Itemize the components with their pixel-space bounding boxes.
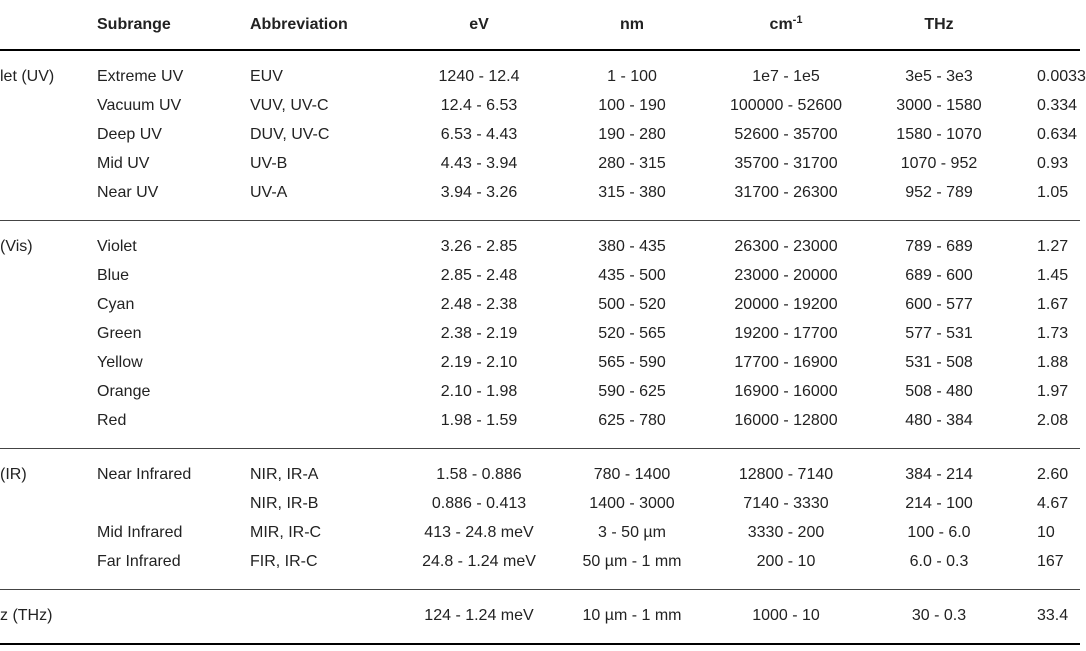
cell-subrange: Orange [97, 383, 151, 400]
cell-wavenumber: 200 - 10 [756, 553, 816, 570]
cell-ev: 1240 - 12.4 [438, 68, 520, 85]
cell-nm: 190 - 280 [598, 126, 666, 143]
cell-extra: 2.60 [1037, 466, 1069, 483]
group-separator [0, 448, 1080, 449]
cell-abbreviation: NIR, IR-A [250, 466, 319, 483]
cell-abbreviation: VUV, UV-C [250, 97, 329, 114]
cell-thz: 952 - 789 [905, 184, 973, 201]
cell-wavenumber: 3330 - 200 [747, 524, 825, 541]
cell-ev: 2.85 - 2.48 [440, 267, 518, 284]
cell-thz: 6.0 - 0.3 [909, 553, 969, 570]
cell-subrange: Yellow [97, 354, 143, 371]
cell-ev: 12.4 - 6.53 [440, 97, 518, 114]
cell-thz: 531 - 508 [905, 354, 973, 371]
cell-nm: 435 - 500 [598, 267, 666, 284]
cell-ev: 124 - 1.24 meV [424, 607, 534, 624]
cell-nm: 10 µm - 1 mm [582, 607, 682, 624]
cell-subrange: Mid UV [97, 155, 150, 172]
cell-wavenumber: 19200 - 17700 [734, 325, 838, 342]
cell-ev: 2.10 - 1.98 [440, 383, 518, 400]
header-wavenumber-exponent: -1 [792, 14, 803, 26]
cell-nm: 280 - 315 [598, 155, 666, 172]
cell-extra: 1.97 [1037, 383, 1069, 400]
cell-nm: 100 - 190 [598, 97, 666, 114]
cell-wavenumber: 26300 - 23000 [734, 238, 838, 255]
cell-extra: 1.45 [1037, 267, 1069, 284]
cell-extra: 2.08 [1037, 412, 1069, 429]
bottom-rule [0, 643, 1080, 645]
cell-ev: 1.58 - 0.886 [436, 466, 522, 483]
cell-subrange: Cyan [97, 296, 135, 313]
cell-ev: 3.94 - 3.26 [440, 184, 518, 201]
cell-subrange: Violet [97, 238, 137, 255]
cell-extra: 0.0033 [1037, 68, 1086, 85]
cell-subrange: Near Infrared [97, 466, 192, 483]
cell-nm: 50 µm - 1 mm [582, 553, 682, 570]
cell-subrange: Red [97, 412, 127, 429]
cell-extra: 1.73 [1037, 325, 1069, 342]
cell-thz: 1580 - 1070 [896, 126, 982, 143]
cell-nm: 625 - 780 [598, 412, 666, 429]
cell-wavenumber: 100000 - 52600 [729, 97, 843, 114]
cell-ev: 3.26 - 2.85 [440, 238, 518, 255]
cell-subrange: Blue [97, 267, 130, 284]
cell-abbreviation: FIR, IR-C [250, 553, 318, 570]
group-label: z (THz) [0, 607, 53, 624]
cell-thz: 3e5 - 3e3 [905, 68, 973, 85]
cell-extra: 4.67 [1037, 495, 1069, 512]
group-label: (Vis) [0, 238, 33, 255]
cell-thz: 689 - 600 [905, 267, 973, 284]
cell-subrange: Far Infrared [97, 553, 181, 570]
cell-subrange: Near UV [97, 184, 159, 201]
cell-wavenumber: 1e7 - 1e5 [752, 68, 820, 85]
cell-thz: 789 - 689 [905, 238, 973, 255]
cell-thz: 508 - 480 [905, 383, 973, 400]
header-subrange: Subrange [97, 16, 171, 33]
cell-ev: 2.19 - 2.10 [440, 354, 518, 371]
cell-abbreviation: UV-A [250, 184, 288, 201]
cell-wavenumber: 12800 - 7140 [738, 466, 834, 483]
cell-thz: 384 - 214 [905, 466, 973, 483]
header-nm: nm [620, 16, 644, 33]
cell-subrange: Vacuum UV [97, 97, 182, 114]
cell-wavenumber: 16900 - 16000 [734, 383, 838, 400]
group-separator [0, 589, 1080, 590]
cell-ev: 24.8 - 1.24 meV [422, 553, 536, 570]
header-ev: eV [469, 16, 489, 33]
cell-nm: 520 - 565 [598, 325, 666, 342]
cell-thz: 100 - 6.0 [907, 524, 971, 541]
cell-extra: 167 [1037, 553, 1064, 570]
cell-abbreviation: UV-B [250, 155, 288, 172]
cell-abbreviation: NIR, IR-B [250, 495, 319, 512]
cell-ev: 2.38 - 2.19 [440, 325, 518, 342]
cell-wavenumber: 23000 - 20000 [734, 267, 838, 284]
cell-nm: 380 - 435 [598, 238, 666, 255]
cell-extra: 10 [1037, 524, 1055, 541]
group-separator [0, 220, 1080, 221]
cell-ev: 2.48 - 2.38 [440, 296, 518, 313]
group-label: (IR) [0, 466, 27, 483]
cell-thz: 3000 - 1580 [896, 97, 982, 114]
cell-nm: 315 - 380 [598, 184, 666, 201]
cell-abbreviation: MIR, IR-C [250, 524, 322, 541]
header-wavenumber [770, 15, 803, 35]
cell-ev: 4.43 - 3.94 [440, 155, 518, 172]
cell-wavenumber: 20000 - 19200 [734, 296, 838, 313]
cell-extra: 0.93 [1037, 155, 1069, 172]
cell-wavenumber: 52600 - 35700 [734, 126, 838, 143]
cell-wavenumber: 1000 - 10 [752, 607, 820, 624]
cell-ev: 6.53 - 4.43 [440, 126, 518, 143]
group-label: let (UV) [0, 68, 55, 85]
cell-extra: 33.4 [1037, 607, 1069, 624]
cell-wavenumber: 7140 - 3330 [743, 495, 829, 512]
cell-wavenumber: 16000 - 12800 [734, 412, 838, 429]
header-abbreviation: Abbreviation [250, 16, 348, 33]
cell-nm: 590 - 625 [598, 383, 666, 400]
cell-nm: 780 - 1400 [593, 466, 671, 483]
table-header-row [0, 0, 1080, 50]
cell-extra: 0.634 [1037, 126, 1078, 143]
cell-extra: 1.67 [1037, 296, 1069, 313]
cell-abbreviation: EUV [250, 68, 283, 85]
cell-nm: 1 - 100 [607, 68, 657, 85]
cell-thz: 480 - 384 [905, 412, 973, 429]
cell-subrange: Mid Infrared [97, 524, 183, 541]
cell-ev: 1.98 - 1.59 [440, 412, 518, 429]
cell-thz: 30 - 0.3 [911, 607, 967, 624]
cell-wavenumber: 17700 - 16900 [734, 354, 838, 371]
header-wavenumber-unit: cm [769, 16, 793, 33]
cell-subrange: Extreme UV [97, 68, 184, 85]
cell-thz: 214 - 100 [905, 495, 973, 512]
header-thz: THz [924, 16, 954, 33]
cell-abbreviation: DUV, UV-C [250, 126, 330, 143]
cell-ev: 0.886 - 0.413 [431, 495, 527, 512]
header-rule [0, 49, 1080, 51]
cell-wavenumber: 35700 - 31700 [734, 155, 838, 172]
cell-thz: 577 - 531 [905, 325, 973, 342]
cell-extra: 1.88 [1037, 354, 1069, 371]
cell-nm: 3 - 50 µm [598, 524, 666, 541]
cell-ev: 413 - 24.8 meV [424, 524, 534, 541]
cell-nm: 500 - 520 [598, 296, 666, 313]
cell-wavenumber: 31700 - 26300 [734, 184, 838, 201]
cell-thz: 600 - 577 [905, 296, 973, 313]
cell-nm: 1400 - 3000 [589, 495, 675, 512]
cell-extra: 1.27 [1037, 238, 1069, 255]
cell-thz: 1070 - 952 [900, 155, 978, 172]
cell-nm: 565 - 590 [598, 354, 666, 371]
cell-extra: 1.05 [1037, 184, 1069, 201]
cell-subrange: Deep UV [97, 126, 162, 143]
cell-extra: 0.334 [1037, 97, 1078, 114]
cell-subrange: Green [97, 325, 142, 342]
